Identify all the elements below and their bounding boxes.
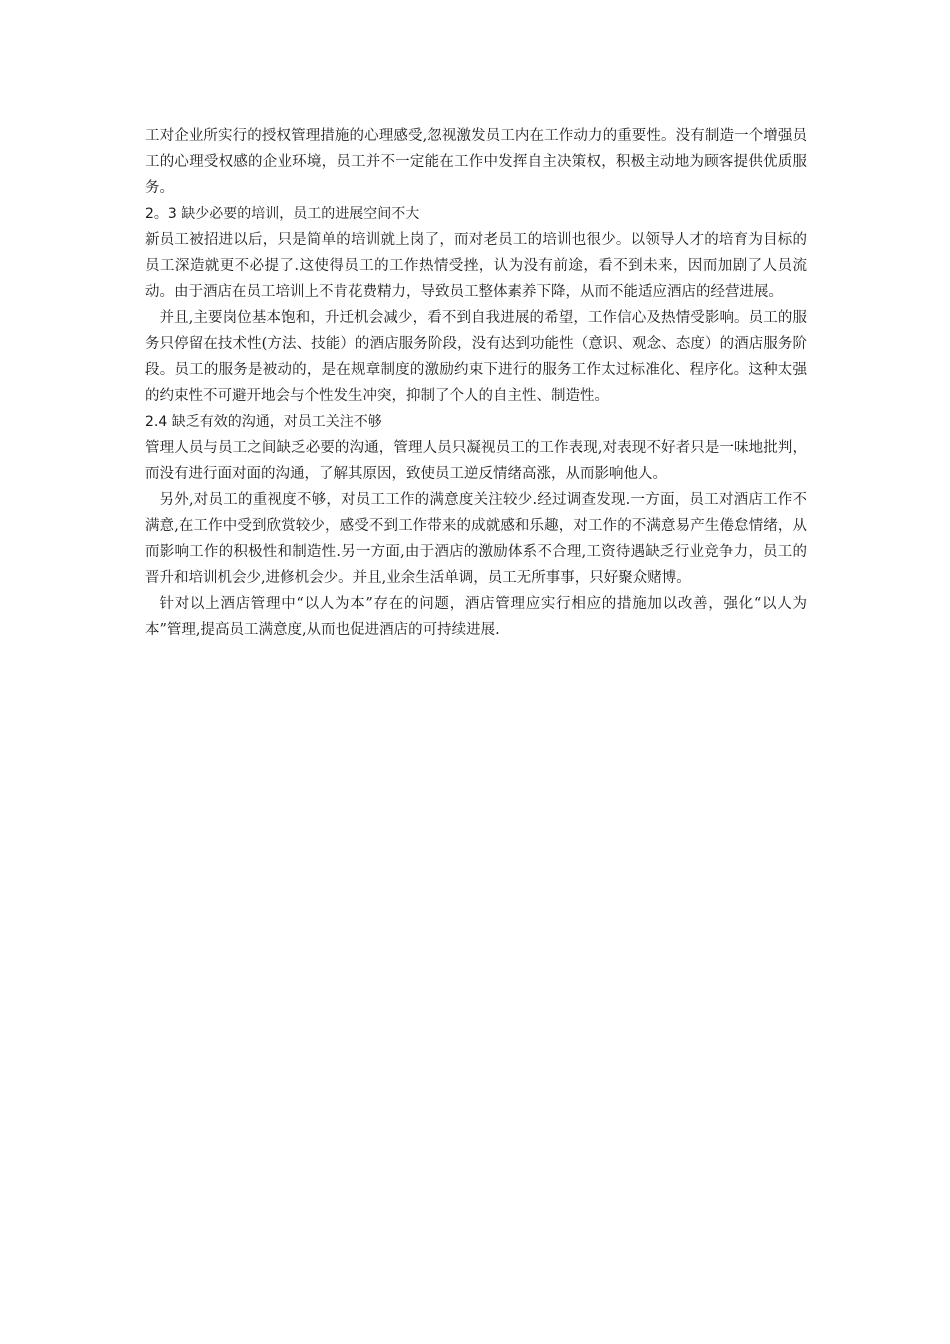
- section-heading-2-3: 2。3 缺少必要的培训，员工的进展空间不大: [145, 206, 420, 222]
- paragraph-training: 新员工被招进以后，只是简单的培训就上岗了，而对老员工的培训也很少。以领导人才的培育为目标的员工深造就更不必提了.这使得员工的工作热情受挫，认为没有前途，看不到未来，因而加剧了人员流动。由于酒店在员工培训上不肯花费精力，导致员工整体素养下降，从而不能适应酒店的经营进展。: [145, 232, 807, 300]
- paragraph-satisfaction: 另外,对员工的重视度不够，对员工工作的满意度关注较少.经过调查发现.一方面，员工对酒店工作不满意,在工作中受到欣赏较少，感受不到工作带来的成就感和乐趣，对工作的不满意易产生倦怠情绪，从而影响工作的积极性和制造性.另一方面,由于酒店的激励体系不合理,工资待遇缺乏行业竞争力，员工的晋升和培训机会少,进修机会少。并且,业余生活单调，员工无所事事，只好聚众赌博。: [145, 492, 807, 586]
- paragraph-authorization: 工对企业所实行的授权管理措施的心理感受,忽视激发员工内在工作动力的重要性。没有制造一个增强员工的心理受权感的企业环境，员工并不一定能在工作中发挥自主决策权，积极主动地为顾客提供优质服务。: [145, 128, 807, 196]
- paragraph-conclusion: 针对以上酒店管理中“以人为本”存在的问题，酒店管理应实行相应的措施加以改善，强化“以人为本”管理,提高员工满意度,从而也促进酒店的可持续进展.: [145, 596, 807, 638]
- document-body: [145, 123, 807, 643]
- section-heading-2-4: 2.4 缺乏有效的沟通，对员工关注不够: [145, 414, 382, 430]
- paragraph-promotion: 并且,主要岗位基本饱和，升迁机会减少，看不到自我进展的希望，工作信心及热情受影响。员工的服务只停留在技术性(方法、技能）的酒店服务阶段，没有达到功能性（意识、观念、态度）的酒店服务阶段。员工的服务是被动的，是在规章制度的激励约束下进行的服务工作太过标准化、程序化。这种太强的约束性不可避开地会与个性发生冲突，抑制了个人的自主性、制造性。: [145, 310, 807, 404]
- paragraph-communication: 管理人员与员工之间缺乏必要的沟通，管理人员只凝视员工的工作表现,对表现不好者只是一味地批判，而没有进行面对面的沟通，了解其原因，致使员工逆反情绪高涨，从而影响他人。: [145, 440, 807, 482]
